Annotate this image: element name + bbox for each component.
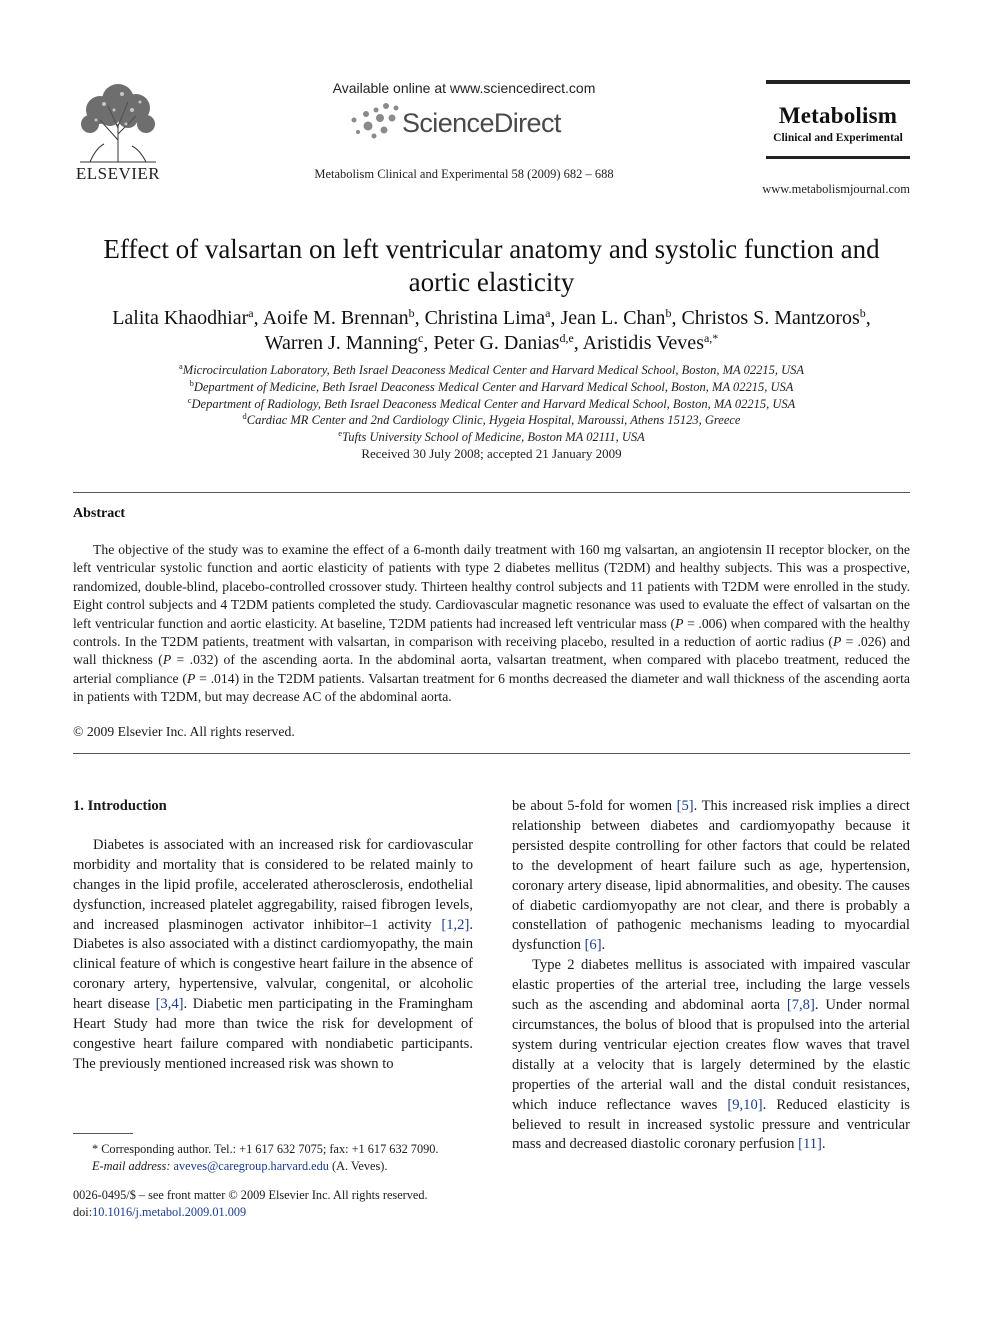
elsevier-tree-icon: [70, 80, 166, 166]
author-affiliation-mark: b: [408, 306, 415, 320]
citation-link[interactable]: [7,8]: [786, 997, 815, 1014]
author-name: Lalita Khaodhiar: [112, 307, 249, 329]
citation-link[interactable]: [6]: [584, 937, 602, 954]
divider: [73, 753, 910, 754]
body-column-right: [512, 797, 910, 1155]
text-run: . Under normal circumstances, the bolus of blood that is propulsed into the arterial system during ventricular ejection creates flow waves that travel distally at a velocity that is largely determined by the elastic properties of the arterial wall and the distal conduit resistances, which induce reflectance waves: [512, 997, 910, 1113]
journal-rule-bottom: [766, 156, 910, 159]
author-affiliation-mark: d,e: [559, 331, 574, 345]
text-run: = .006) when compared with the healthy controls. In the T2DM patients, treatment with valsartan, in comparison with receiving placebo, resulted in a reduction of aortic radius (: [73, 615, 910, 650]
journal-rule-top: [766, 80, 910, 84]
author-affiliation-mark: b: [859, 306, 866, 320]
author-name: Aoife M. Brennan: [262, 307, 409, 329]
author-name: Jean L. Chan: [560, 307, 666, 329]
abstract-heading: Abstract: [73, 506, 126, 521]
text-run: . Diabetes is also associated with a distinct cardiomyopathy, the main clinical feature of which is congestive heart failure in the absence of coronary artery, hypertensive, valvular, congenital, or alcoholic heart disease: [73, 916, 473, 1013]
citation-link[interactable]: [3,4]: [155, 996, 184, 1013]
affiliation-mark: d: [242, 411, 247, 422]
affiliation-line: [73, 362, 910, 379]
email-suffix: (A. Veves).: [328, 1159, 388, 1173]
affiliation-text: Department of Medicine, Beth Israel Deaconess Medical Center and Harvard Medical School, Boston, MA 02215, USA: [193, 379, 794, 394]
text-run: .: [601, 937, 606, 954]
text-run: . Diabetic men participating in the Framingham Heart Study had more than twice the risk for development of congestive heart failure compared with nondiabetic participants. The previously mentioned increased risk was shown to: [73, 996, 473, 1072]
author-separator: ,: [253, 307, 263, 329]
body-column-left: [73, 797, 473, 1075]
body-paragraph: [512, 956, 910, 1155]
author-separator: ,: [865, 307, 871, 329]
journal-url: www.metabolismjournal.com: [762, 182, 910, 196]
journal-subtitle: Clinical and Experimental: [773, 132, 903, 144]
author-separator: ,: [550, 307, 561, 329]
affiliation-text: Tufts University School of Medicine, Boston MA 02111, USA: [342, 430, 645, 445]
author-separator: ,: [573, 332, 583, 354]
journal-citation: Metabolism Clinical and Experimental 58 (2009) 682 – 688: [314, 167, 614, 181]
divider: [73, 492, 910, 493]
author-affiliation-mark: a,*: [703, 331, 719, 345]
doi-link[interactable]: 10.1016/j.metabol.2009.01.009: [92, 1205, 247, 1219]
italic-text: P: [832, 634, 842, 650]
italic-text: P: [162, 652, 172, 668]
citation-link[interactable]: [9,10]: [727, 1096, 763, 1113]
citation-link[interactable]: [5]: [676, 798, 694, 814]
publisher-name: ELSEVIER: [75, 164, 161, 183]
italic-text: P: [186, 670, 196, 686]
text-run: Diabetes is associated with an increased risk for cardiovascular morbidity and mortality that is considered to be related mainly to changes in the lipid profile, accelerated atherosclerosis, endothelial dysfunction, increased platelet aggregability, raised fibrogen levels, and increased plasminogen activator inhibitor–1 activity: [73, 836, 473, 933]
author-list: [60, 306, 923, 356]
affiliation-mark: b: [189, 377, 194, 388]
received-date: Received 30 July 2008; accepted 21 January 2009: [361, 446, 622, 461]
author-separator: ,: [414, 307, 425, 329]
email-label: E-mail address:: [92, 1159, 171, 1173]
text-run: = .014) in the T2DM patients. Valsartan treatment for 6 months decreased the diameter and wall thickness of the ascending aorta in patients with T2DM, but may decrease AC of the abdominal aorta.: [73, 670, 910, 705]
author-separator: ,: [671, 307, 682, 329]
affiliation-mark: a: [179, 361, 183, 371]
author-name: Warren J. Manning: [264, 332, 419, 354]
citation-link[interactable]: [1,2]: [441, 916, 470, 933]
text-run: Type 2 diabetes mellitus is associated with impaired vascular elastic properties of the arterial tree, including the large vessels such as the ascending and abdominal aorta: [512, 957, 910, 1014]
author-affiliation-mark: a: [545, 306, 551, 320]
author-affiliation-mark: c: [418, 331, 424, 345]
sciencedirect-logo: [346, 100, 586, 144]
text-run: .: [821, 1136, 826, 1153]
italic-text: P: [675, 615, 684, 631]
citation-link[interactable]: [11]: [798, 1136, 822, 1153]
author-name: Peter G. Danias: [433, 332, 560, 354]
affiliation-list: [73, 362, 910, 446]
abstract-text: [73, 541, 910, 707]
affiliation-text: Microcirculation Laboratory, Beth Israel Deaconess Medical Center and Harvard Medical School, Boston, MA 02215, USA: [182, 363, 804, 377]
affiliation-mark: e: [338, 428, 343, 439]
footnote-rule: [73, 1133, 133, 1134]
journal-name: Metabolism: [778, 103, 898, 128]
abstract-copyright: © 2009 Elsevier Inc. All rights reserved.: [73, 724, 295, 739]
text-run: = .032) of the ascending aorta. In the abdominal aorta, valsartan treatment, when compared with placebo treatment, reduced the arterial compliance (: [73, 652, 910, 686]
email-line: [92, 1158, 482, 1175]
affiliation-text: Department of Radiology, Beth Israel Deaconess Medical Center and Harvard Medical School, Boston, MA 02215, USA: [191, 396, 796, 411]
corresponding-author-footnote: [92, 1141, 482, 1175]
affiliation-line: [73, 412, 910, 429]
author-affiliation-mark: b: [665, 306, 672, 320]
text-run: = .026) and wall thickness (: [73, 634, 910, 668]
doi-label: doi:: [73, 1205, 93, 1219]
affiliation-line: [73, 396, 910, 413]
sciencedirect-dots-icon: [346, 100, 402, 144]
email-link[interactable]: aveves@caregroup.harvard.edu: [173, 1159, 329, 1173]
affiliation-mark: c: [187, 394, 192, 405]
text-run: The objective of the study was to examine the effect of a 6-month daily treatment with 160 mg valsartan, an angiotensin II receptor blocker, on the left ventricular systolic function and aortic elasticity of patients with type 2 diabetes mellitus (T2DM) and healthy subjects. This was a prospective, randomized, double-blind, placebo-controlled crossover study. Thirteen healthy control subjects and 11 patients with T2DM were enrolled in the study. Eight control subjects and 4 T2DM patients completed the study. Cardiovascular magnetic resonance was used to evaluate the effect of valsartan on the left ventricular function and aortic elasticity. At baseline, T2DM patients had increased left ventricular mass (: [73, 542, 910, 631]
author-name: Christos S. Mantzoros: [681, 307, 860, 329]
author-separator: ,: [423, 332, 434, 354]
affiliation-text: Cardiac MR Center and 2nd Cardiology Clinic, Hygeia Hospital, Maroussi, Athens 15123, Greece: [246, 413, 741, 428]
body-paragraph: [512, 797, 910, 956]
author-affiliation-mark: a: [248, 306, 254, 320]
doi-line: [73, 1204, 493, 1221]
text-run: . This increased risk implies a direct relationship between diabetes and cardiomyopathy because it persisted despite controlling for other factors that could be related to the development of heart failure such as age, hypertension, coronary artery disease, lipid abnormalities, and obesity. The causes of diabetic cardiomyopathy are not clear, and there is probably a constellation of pathogenic mechanisms leading to myocardial dysfunction: [512, 798, 910, 954]
affiliation-line: [73, 379, 910, 396]
available-online-text: Available online at www.sciencedirect.com: [332, 80, 596, 96]
body-paragraph: [73, 836, 473, 1075]
text-run: . Reduced elasticity is believed to result in increased systolic pressure and ventricular mass and decreased diastolic coronary perfusion: [512, 1096, 910, 1153]
article-title: Effect of valsartan on left ventricular anatomy and systolic function and aortic elasticity: [103, 234, 880, 297]
section-heading: 1. Introduction: [73, 798, 167, 814]
text-run: be about 5-fold for women: [512, 798, 677, 814]
author-name: Christina Lima: [424, 307, 546, 329]
issn-line: 0026-0495/$ – see front matter © 2009 Elsevier Inc. All rights reserved.: [73, 1188, 428, 1202]
elsevier-logo: [70, 80, 166, 184]
footer-issn: [73, 1187, 493, 1221]
sciencedirect-wordmark: ScienceDirect: [402, 108, 561, 138]
affiliation-line: [73, 429, 910, 446]
corresponding-author-contact: * Corresponding author. Tel.: +1 617 632 7075; fax: +1 617 632 7090.: [92, 1142, 439, 1156]
author-name: Aristidis Veves: [582, 332, 704, 354]
